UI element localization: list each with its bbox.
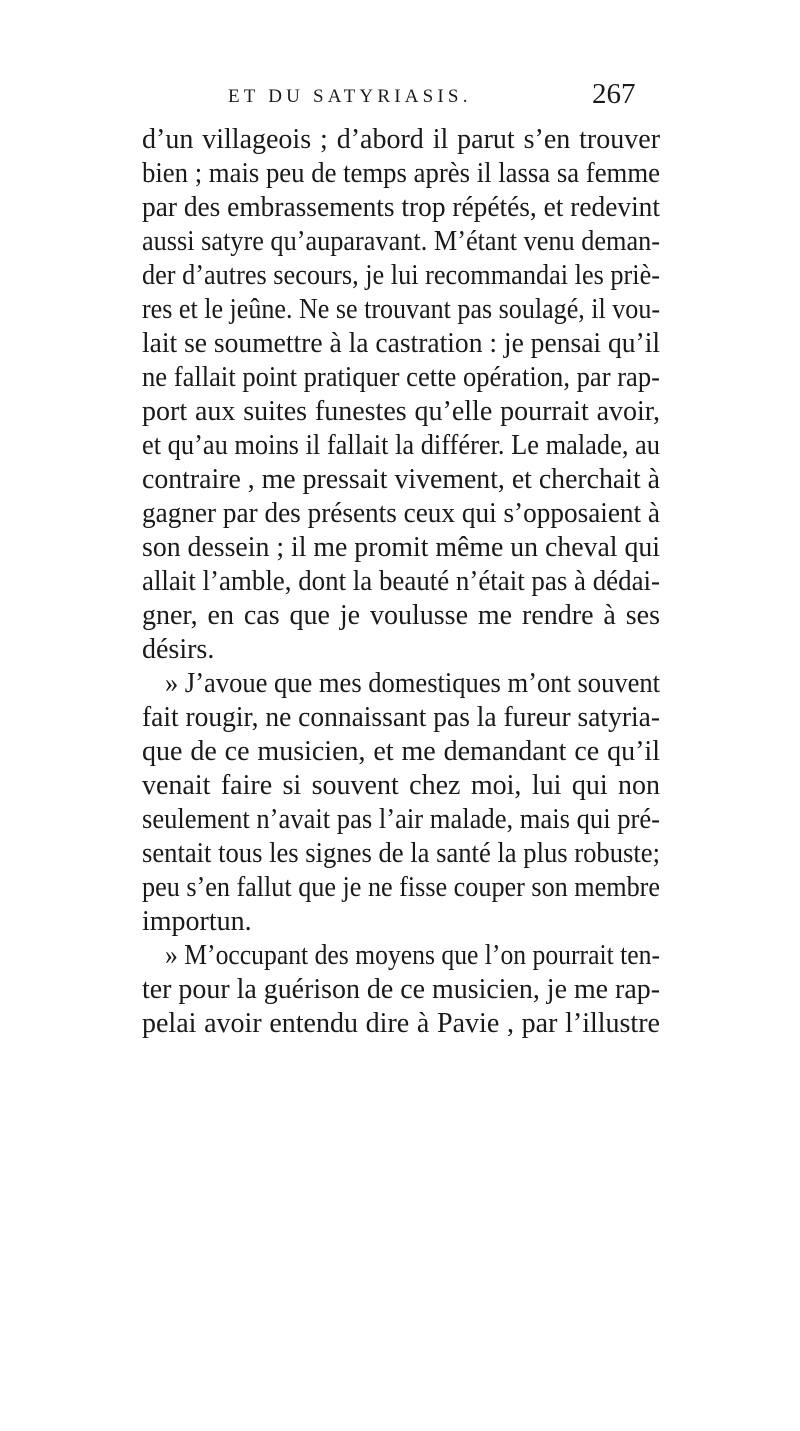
text-line: fait rougir, ne connaissant pas la fureur satyria- [142, 702, 660, 733]
text-line: seulement n’avait pas l’air malade, mais qui pré- [142, 804, 661, 835]
running-title: ET DU SATYRIASIS. [228, 86, 472, 107]
running-head [228, 82, 628, 112]
text-line: gagner par des présents ceux qui s’opposaient à [142, 498, 661, 529]
text-line: der d’autres secours, je lui recommandai les priè- [142, 260, 661, 291]
text-line: ter pour la guérison de ce musicien, je me rap- [142, 974, 661, 1005]
text-line: » J’avoue que mes domestiques m’ont souvent [165, 668, 661, 699]
text-line: bien ; mais peu de temps après il lassa sa femme [142, 158, 660, 189]
text-line: venait faire si souvent chez moi, lui qui non [142, 770, 661, 801]
text-line: aussi satyre qu’auparavant. M’étant venu deman- [142, 226, 661, 257]
text-line: son dessein ; il me promit même un cheval qui [142, 532, 660, 563]
text-line: ne fallait point pratiquer cette opération, par rap- [142, 362, 660, 393]
text-line: port aux suites funestes qu’elle pourrait avoir, [142, 396, 661, 427]
page-number: 267 [592, 78, 636, 110]
text-line: » M’occupant des moyens que l’on pourrait ten- [165, 940, 661, 971]
text-line: sentait tous les signes de la santé la plus robuste; [142, 838, 660, 869]
text-line: et qu’au moins il fallait la différer. Le malade, au [142, 430, 660, 461]
text-line: peu s’en fallut que je ne fisse couper son membre [142, 872, 661, 903]
text-line: que de ce musicien, et me demandant ce qu’il [142, 736, 660, 767]
text-line: allait l’amble, dont la beauté n’était pas à dédai- [142, 566, 660, 597]
text-line: lait se soumettre à la castration : je pensai qu’il [142, 328, 661, 359]
text-line: contraire , me pressait vivement, et cherchait à [142, 464, 661, 495]
text-line: désirs. [142, 634, 215, 665]
text-line: pelai avoir entendu dire à Pavie , par l’illustre [142, 1008, 660, 1039]
text-line: importun. [142, 906, 252, 937]
text-line: par des embrassements trop répétés, et redevint [142, 192, 660, 223]
text-line: res et le jeûne. Ne se trouvant pas soulagé, il vou- [142, 294, 661, 325]
text-line: d’un villageois ; d’abord il parut s’en trouver [142, 124, 661, 155]
text-line: gner, en cas que je voulusse me rendre à ses [142, 600, 660, 631]
